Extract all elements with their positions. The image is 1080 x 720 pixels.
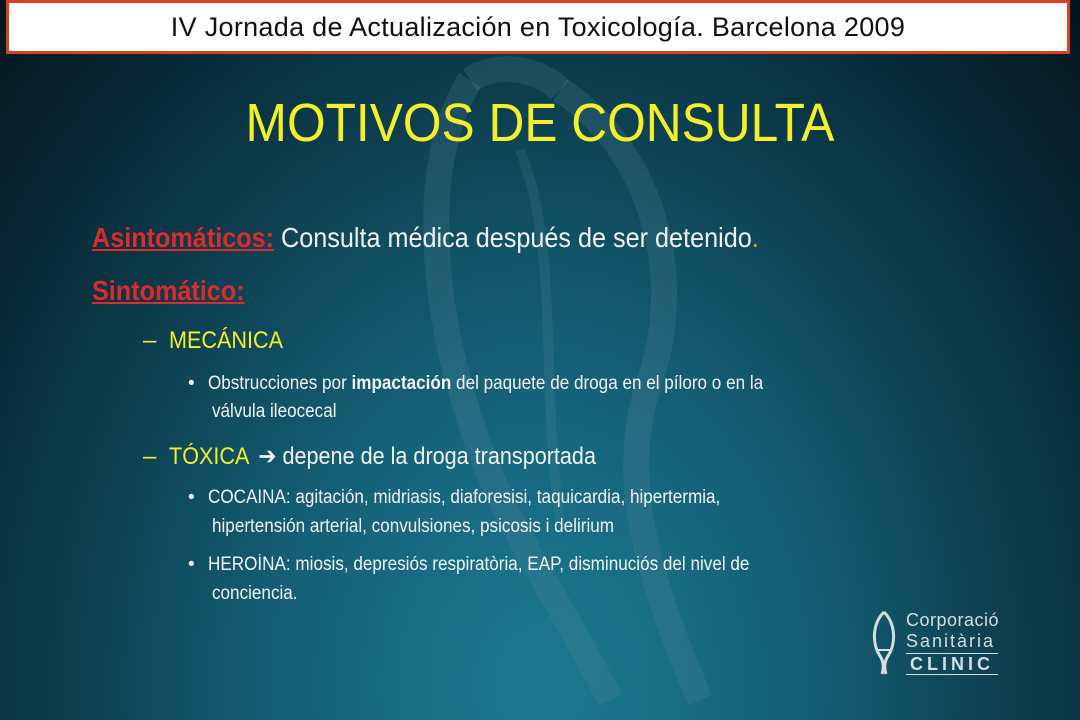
corporacio-sanitaria-clinic-logo: [866, 610, 1036, 680]
toxica-label: TÓXICA: [169, 443, 250, 470]
cocaina-line1: COCAINA: agitación, midriasis, diaforesisi, taquicardia, hipertermia,: [207, 487, 721, 508]
logo-line1: Corporació: [906, 610, 1000, 630]
bullet-icon: •: [188, 487, 195, 508]
mecanica-bullet-line2: [212, 401, 350, 423]
mecanica-dash: –: [143, 327, 157, 354]
mecanica-line: [143, 327, 296, 355]
heroina-line1: HEROÍNA: miosis, depresiós respiratòria, EAP, disminuciós del nivel de: [207, 554, 750, 575]
logo-emblem-icon: [866, 610, 902, 676]
header-text: IV Jornada de Actualización en Toxicología. Barcelona 2009: [170, 11, 906, 42]
mecanica-label: MECÁNICA: [169, 327, 284, 354]
cocaina-bullet-item: [188, 487, 777, 509]
mecanica-bullet-item: [188, 373, 825, 395]
sintomatico-label: Sintomático:: [92, 275, 245, 306]
heroina-line2: conciencia.: [212, 583, 298, 604]
asintomaticos-text: Consulta médica después de ser detenido: [274, 222, 752, 253]
sintomatico-line: [92, 275, 262, 307]
heroina-bullet-line2: [212, 583, 307, 605]
mec-text-line2: válvula ileocecal: [212, 401, 337, 422]
logo-line2: Sanitària: [906, 631, 996, 651]
asintomaticos-label: Asintomáticos:: [92, 222, 275, 253]
toxica-dash: –: [143, 443, 157, 470]
bullet-icon: •: [188, 373, 195, 394]
heroina-bullet-item: [188, 554, 810, 576]
cocaina-bullet-line2: [212, 516, 659, 538]
arrow-right-icon: ➔: [258, 443, 277, 470]
mec-text-bold: impactación: [351, 373, 452, 394]
asintomaticos-dot: .: [751, 222, 759, 253]
cocaina-line2: hipertensión arterial, convulsiones, psicosis i delirium: [212, 516, 615, 537]
mec-text-c: del paquete de droga en el píloro o en la: [451, 373, 764, 394]
toxica-line: [143, 442, 643, 471]
bullet-icon: •: [188, 554, 195, 575]
slide-title: MOTIVOS DE CONSULTA: [245, 93, 835, 153]
asintomaticos-line: [92, 222, 833, 254]
logo-line3: CLINIC: [906, 653, 998, 675]
mec-text-a: Obstrucciones por: [207, 373, 352, 394]
header-banner: [6, 0, 1070, 54]
toxica-text: depene de la droga transportada: [276, 443, 596, 470]
